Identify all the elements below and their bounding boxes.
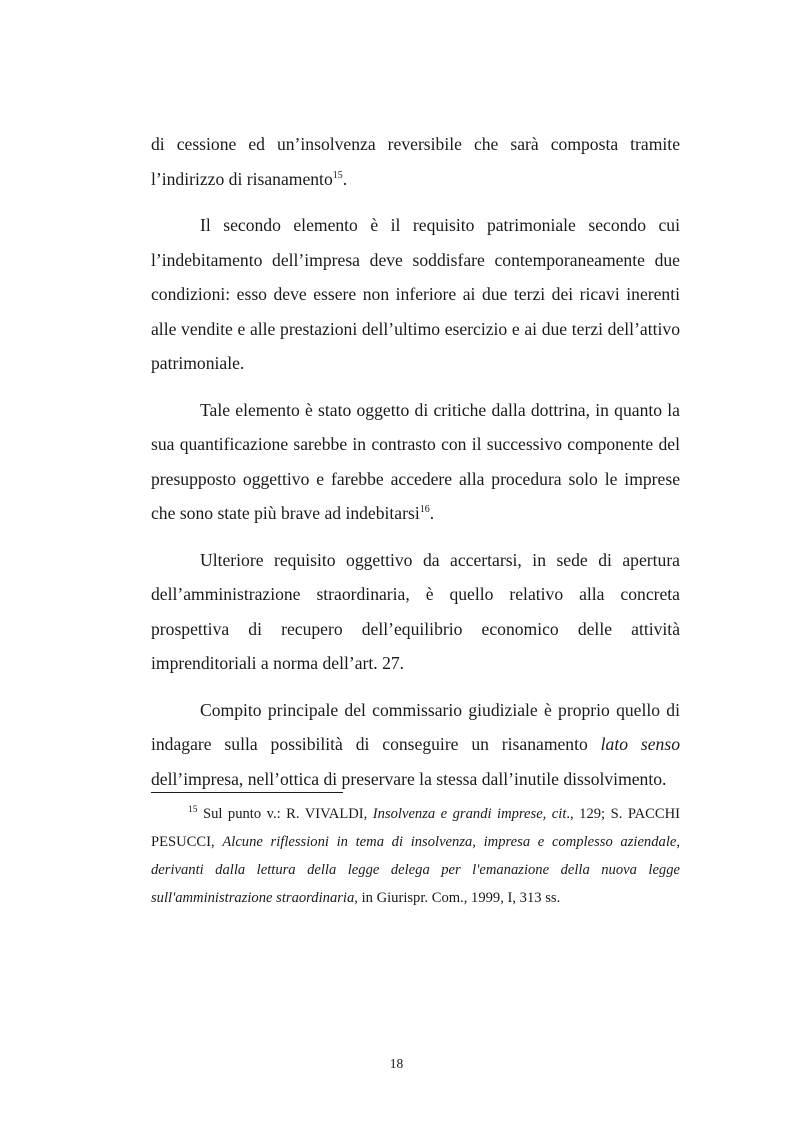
footnote-number: 15 [188,805,198,816]
paragraph-3: Tale elemento è stato oggetto di critiche dalla dottrina, in quanto la sua quantificazione sarebbe in contrasto con il successivo componente del presupposto oggettivo e farebbe accedere alla procedura solo le imprese che sono state più brave ad indebitarsi$^{16}$. [151,399,680,523]
page-number: 18 [389,1056,404,1071]
footnote-ref-15[interactable]: 15 [332,169,343,181]
body-text [151,127,680,796]
footnote-15 [151,800,680,912]
footnote-text: $^{15}$ Sul punto v.: R. VIVALDI, Insolvenza e grandi imprese, cit., 129; S. PACCHI PESUCCI, Alcune riflessioni in tema di insolvenza, impresa e complesso aziendale, derivanti dalla lettura della legge delega per l'emanazione della nuova legge sull'amministrazione straordinaria, in Giurispr. Com., 1999, I, 313 ss. [151,805,680,906]
footnote-separator [151,792,343,793]
paragraph-2: Il secondo elemento è il requisito patrimoniale secondo cui l’indebitamento dell’impresa deve soddisfare contemporaneamente due condizioni: esso deve essere non inferiore ai due terzi dei ricavi inerenti alle vendite e alle prestazioni dell’ultimo esercizio e ai due terzi dell’attivo patrimoniale. [151,215,680,373]
paragraph-4: Ulteriore requisito oggettivo da accertarsi, in sede di apertura dell’amministrazione straordinaria, è quello relativo alla concreta prospettiva di recupero dell’equilibrio economico delle attività imprenditoriali a norma dell’art. 27. [151,549,680,673]
paragraph-5: Compito principale del commissario giudiziale è proprio quello di indagare sulla possibilità di conseguire un risanamento lato senso dell’impresa, nell’ottica di preservare la stessa dall’inutile dissolvimento. [151,699,680,789]
paragraph-1: di cessione ed un’insolvenza reversibile che sarà composta tramite l’indirizzo di risanamento$^{15}$. [151,134,680,189]
footnote-ref-16[interactable]: 16 [419,504,430,516]
